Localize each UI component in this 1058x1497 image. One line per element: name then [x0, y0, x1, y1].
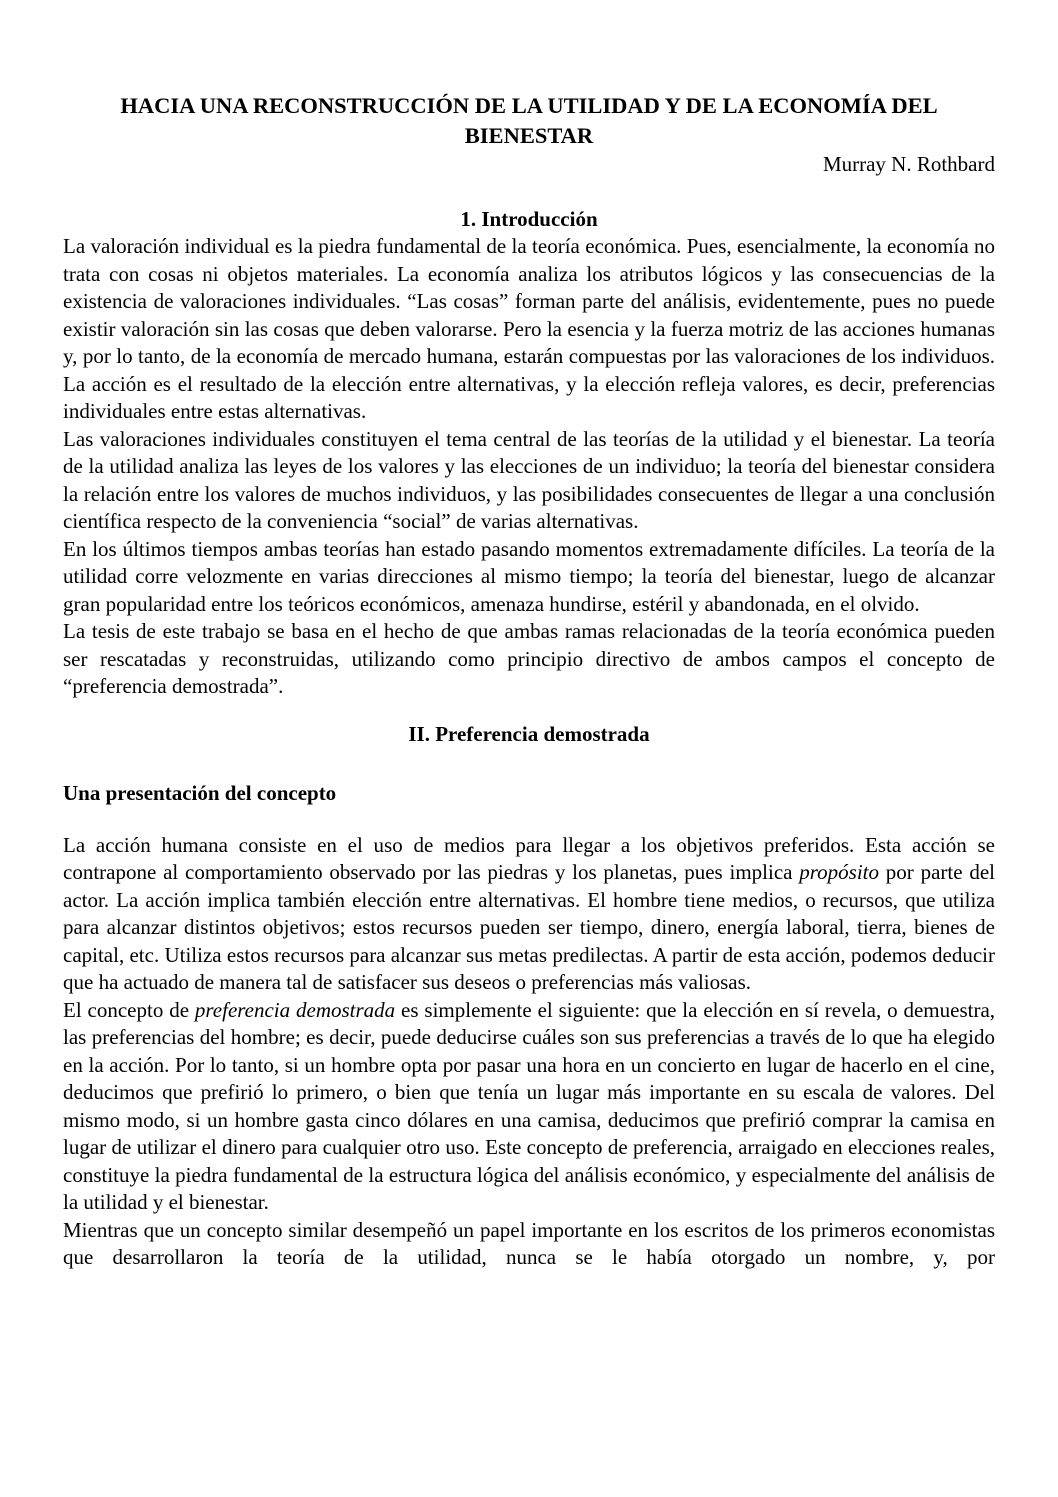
author-name: Murray N. Rothbard — [822, 152, 995, 176]
paragraph-text: La acción humana consiste en el uso de medios para llegar a los objetivos preferidos. Esta acción se contrapone al comportamiento observado por las piedras y los planetas, pues implica — [63, 832, 995, 884]
section-1-paragraph-1: La valoración individual es la piedra fundamental de la teoría económica. Pues, esencialmente, la economía no trata con cosas ni objetos materiales. La economía analiza los atributos lógicos y las consecuencias de la existencia de valoraciones individuales. “Las cosas” forman parte del análisis, evidentemente, pues no puede existir valoración sin las cosas que deben valorarse. Pero la esencia y la fuerza motriz de las acciones humanas y, por lo tanto, de la economía de mercado humana, estarán compuestas por las valoraciones de los individuos. La acción es el resultado de la elección entre alternativas, y la elección refleja valores, es decir, preferencias individuales entre estas alternativas. — [63, 234, 995, 423]
paragraph-text: El concepto de — [63, 997, 195, 1022]
paragraph-text: es simplemente el siguiente: que la elección en sí revela, o demuestra, las preferencias del hombre; es decir, puede deducirse cuáles son sus preferencias a través de lo que ha elegido en la acción. Por lo tanto, si un hombre opta por pasar una hora en un concierto en lugar de hacerlo en el cine, deducimos que prefirió lo primero, o bien que tenía un lugar más importante en su escala de valores. Del mismo modo, si un hombre gasta cinco dólares en una camisa, deducimos que prefirió comprar la camisa en lugar de utilizar el dinero para cualquier otro uso. Este concepto de preferencia, arraigado en elecciones reales, constituye la piedra fundamental de la estructura lógica del análisis económico, y especialmente del análisis de la utilidad y el bienestar. — [63, 997, 996, 1214]
section-2-heading: II. Preferencia demostrada — [408, 721, 650, 746]
section-2-paragraph-1 — [63, 832, 995, 997]
document-title: HACIA UNA RECONSTRUCCIÓN DE LA UTILIDAD Y DE LA ECONOMÍA DEL BIENESTAR — [120, 93, 938, 148]
section-1-paragraph-4: La tesis de este trabajo se basa en el hecho de que ambas ramas relacionadas de la teoría económica pueden ser rescatadas y reconstruidas, utilizando como principio directivo de ambos campos el concepto de “preferencia demostrada”. — [63, 619, 995, 698]
section-1-heading: 1. Introducción — [460, 206, 598, 231]
italic-term-preferencia-demostrada: preferencia demostrada — [194, 997, 396, 1022]
italic-term-proposito: propósito — [799, 860, 880, 884]
section-2-subheading: Una presentación del concepto — [63, 781, 337, 805]
section-1-paragraph-2: Las valoraciones individuales constituyen el tema central de las teorías de la utilidad y el bienestar. La teoría de la utilidad analiza las leyes de los valores y las elecciones de un individuo; la teoría del bienestar considera la relación entre los valores de muchos individuos, y las posibilidades consecuentes de llegar a una conclusión científica respecto de la conveniencia “social” de varias alternativas. — [63, 426, 995, 533]
section-2-paragraph-2 — [63, 997, 995, 1217]
paragraph-text: por parte del actor. La acción implica también elección entre alternativas. El hombre tiene medios, o recursos, que utiliza para alcanzar distintos objetivos; estos recursos pueden ser tiempo, dinero, energía laboral, tierra, bienes de capital, etc. Utiliza estos recursos para alcanzar sus metas predilectas. A partir de esta acción, podemos deducir que ha actuado de manera tal de satisfacer sus deseos o preferencias más valiosas. — [63, 860, 995, 994]
section-2-paragraph-3: Mientras que un concepto similar desempeñó un papel importante en los escritos de los primeros economistas que desarrollaron la teoría de la utilidad, nunca se le había otorgado un nombre, y, por — [63, 1217, 995, 1269]
section-1-paragraph-3: En los últimos tiempos ambas teorías han estado pasando momentos extremadamente difíciles. La teoría de la utilidad corre velozmente en varias direcciones al mismo tiempo; la teoría del bienestar, luego de alcanzar gran popularidad entre los teóricos económicos, amenaza hundirse, estéril y abandonada, en el olvido. — [63, 536, 995, 616]
